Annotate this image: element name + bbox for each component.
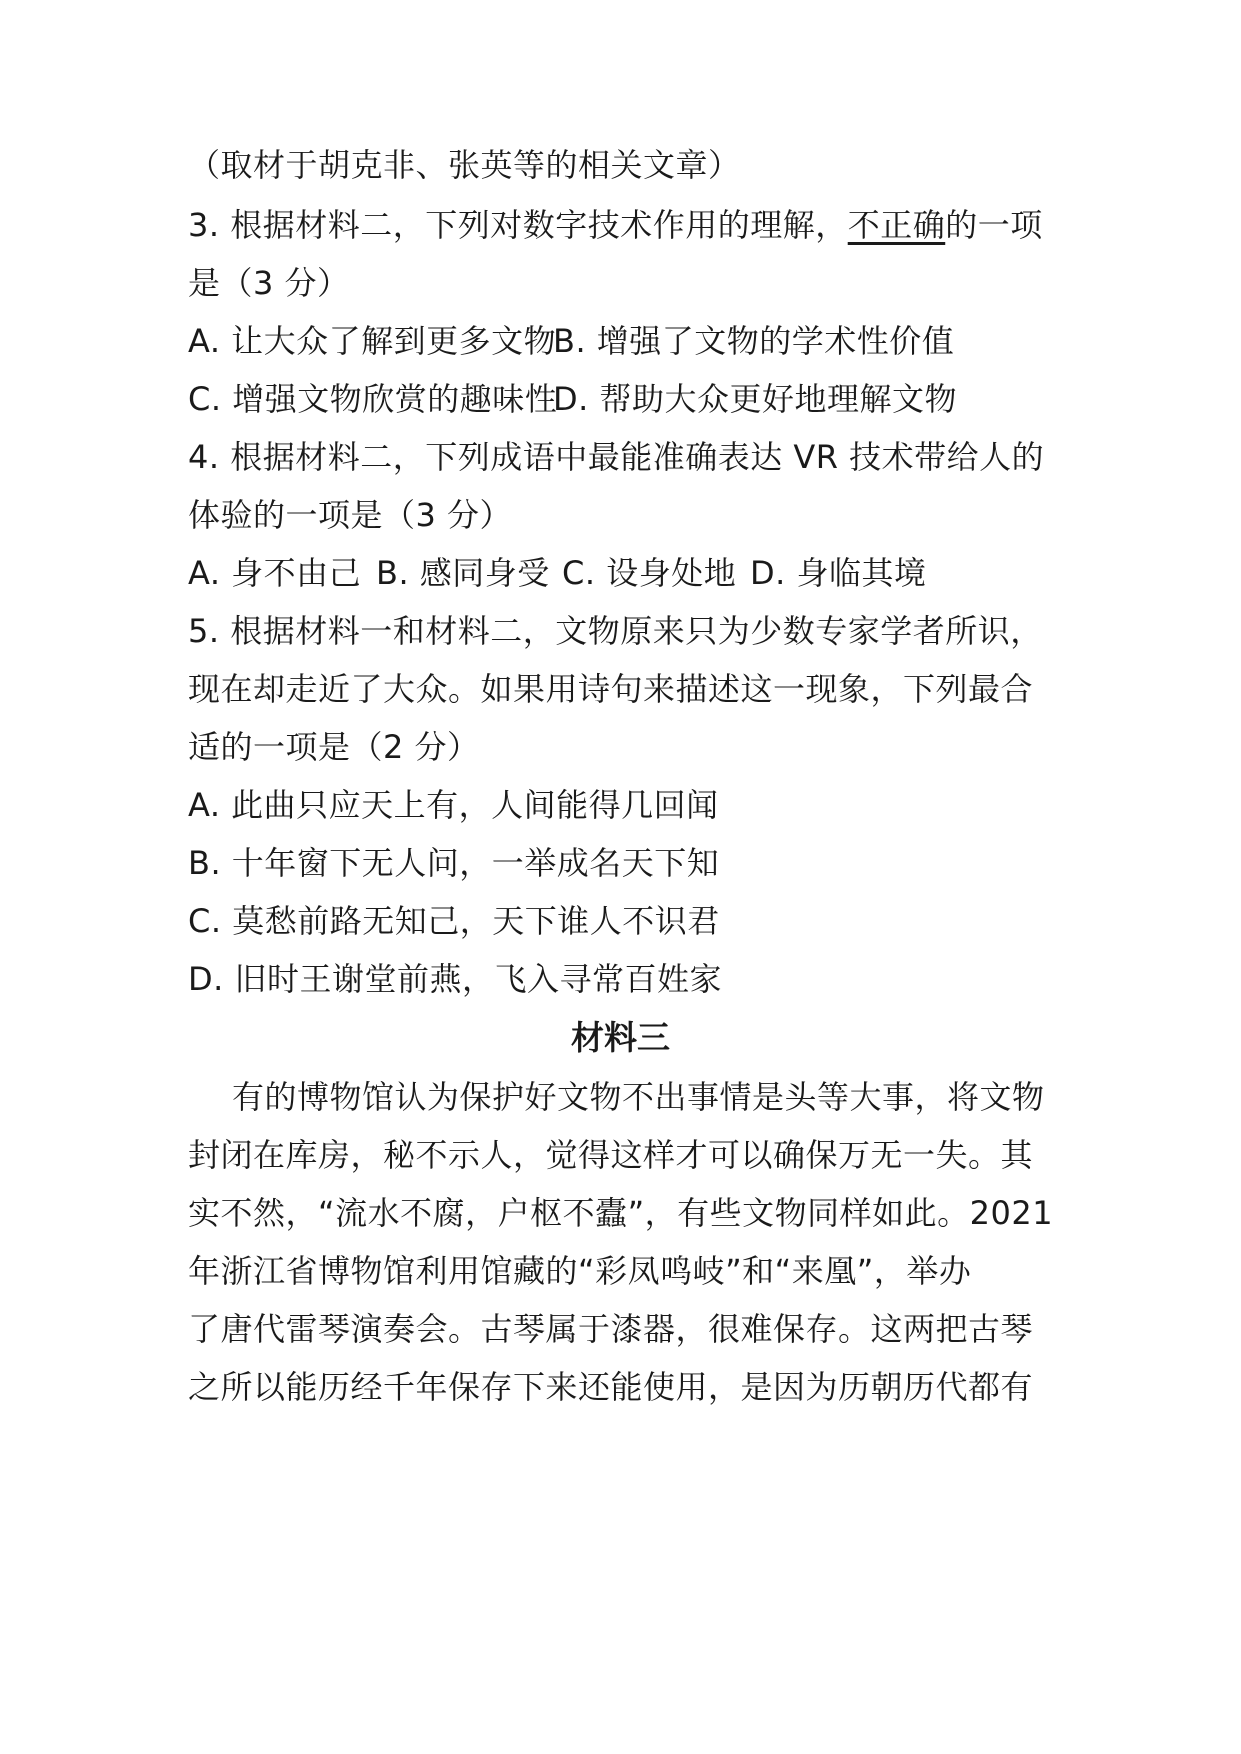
- question-5-option-d: D. 旧时王谢堂前燕，飞入寻常百姓家: [188, 960, 722, 998]
- question-4-option-a: A. 身不由己: [188, 554, 362, 592]
- question-3-stem-line-2: 是（3 分）: [188, 264, 350, 302]
- question-3-stem-post: 的一项: [945, 206, 1043, 244]
- question-5-option-b: B. 十年窗下无人问，一举成名天下知: [188, 844, 720, 882]
- material-3-paragraph-line: 了唐代雷琴演奏会。古琴属于漆器，很难保存。这两把古琴: [188, 1310, 1034, 1348]
- question-5-option-a: A. 此曲只应天上有，人间能得几回闻: [188, 786, 719, 824]
- question-3-option-b: B. 增强了文物的学术性价值: [553, 322, 955, 360]
- question-5-stem-line-3: 适的一项是（2 分）: [188, 728, 480, 766]
- question-3-option-d: D. 帮助大众更好地理解文物: [553, 380, 957, 418]
- question-3-stem-pre: 3. 根据材料二，下列对数字技术作用的理解，: [188, 206, 848, 244]
- question-5-stem-line-1: 5. 根据材料一和材料二，文物原来只为少数专家学者所识，: [188, 612, 1043, 650]
- material-3-paragraph-line: 之所以能历经千年保存下来还能使用，是因为历朝历代都有: [188, 1368, 1034, 1406]
- question-4-option-c: C. 设身处地: [562, 554, 737, 592]
- question-3-options-row-2: [188, 374, 1068, 424]
- material-3-paragraph-line: 封闭在库房，秘不示人，觉得这样才可以确保万无一失。其: [188, 1136, 1034, 1174]
- question-3-option-c: C. 增强文物欣赏的趣味性: [188, 380, 558, 418]
- question-3-option-a: A. 让大众了解到更多文物: [188, 322, 557, 360]
- question-4-stem-line-2: 体验的一项是（3 分）: [188, 496, 513, 534]
- material-3-paragraph-line: 有的博物馆认为保护好文物不出事情是头等大事，将文物: [232, 1078, 1045, 1116]
- question-4-options-row: [188, 548, 1068, 598]
- question-3-underlined-keyword: 不正确: [847, 206, 946, 244]
- question-3-options-row-1: [188, 316, 1068, 366]
- question-5-option-c: C. 莫愁前路无知己，天下谁人不识君: [188, 902, 720, 940]
- source-citation: （取材于胡克非、张英等的相关文章）: [188, 146, 741, 184]
- material-3-paragraph-line: 年浙江省博物馆利用馆藏的“彩凤鸣岐”和“来凰”，举办: [188, 1252, 972, 1290]
- question-3-stem-line-1: [188, 200, 1068, 250]
- question-4-option-b: B. 感同身受: [376, 554, 550, 592]
- material-3-heading: 材料三: [571, 1018, 670, 1057]
- question-5-stem-line-2: 现在却走近了大众。如果用诗句来描述这一现象，下列最合: [188, 670, 1034, 708]
- material-3-paragraph-line: 实不然，“流水不腐，户枢不蠹”，有些文物同样如此。2021: [188, 1194, 1054, 1232]
- question-4-stem-line-1: 4. 根据材料二，下列成语中最能准确表达 VR 技术带给人的: [188, 438, 1045, 476]
- question-4-option-d: D. 身临其境: [750, 554, 927, 592]
